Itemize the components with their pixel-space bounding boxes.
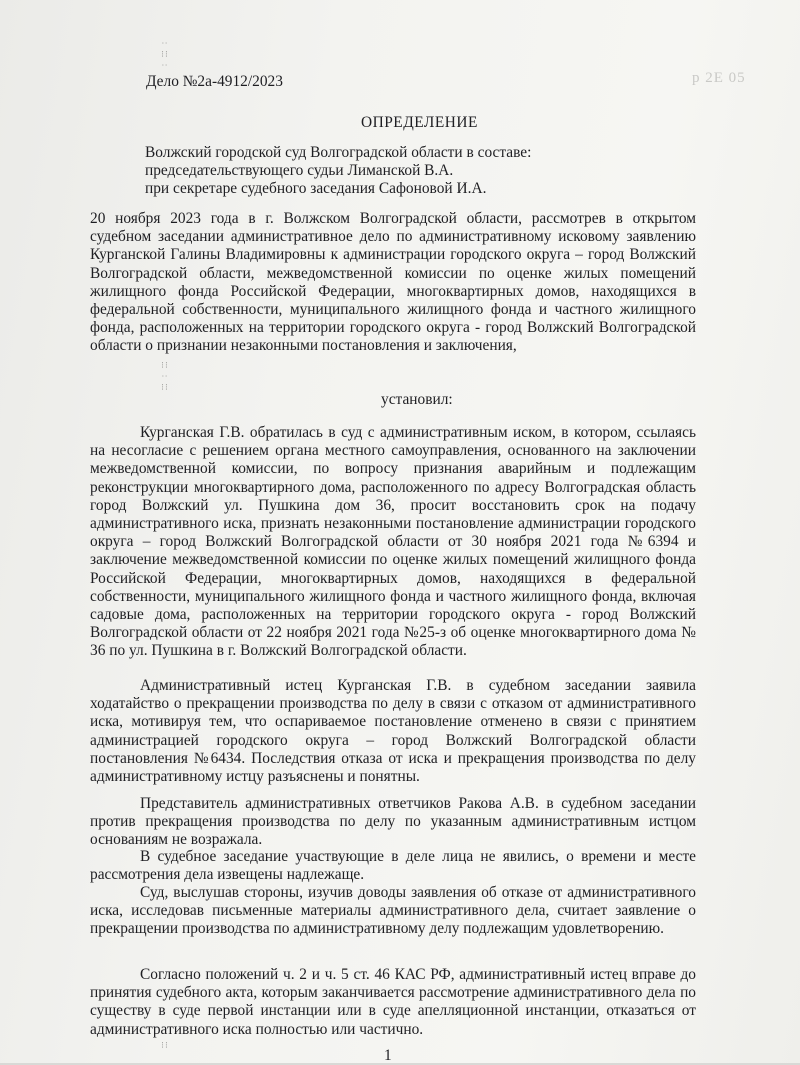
body-paragraph: Суд, выслушав стороны, изучив доводы заявления об отказе от административного иска, исследовав письменные материалы административного дела, считает заявление о прекращении производства по административному делу подлежащим удовлетворению.	[90, 884, 696, 938]
faded-edge-stamp: р 2Е 05	[692, 70, 746, 86]
body-paragraph: Представитель административных ответчиков Ракова А.В. в судебном заседании против прекращения производства по делу по указанным административным истцом основаниям не возражала.	[90, 795, 696, 849]
body-paragraph: Административный истец Курганская Г.В. в судебном заседании заявила ходатайство о прекращении производства по делу в связи с отказом от административного иска, мотивируя тем, что оспариваемое постановление отменено в связи с принятием администрацией городского округа – город Волжский Волгоградской области постановления №6434. Последствия отказа от иска и прекращения производства по делу административному истцу разъяснены и понятны.	[90, 677, 696, 786]
body-paragraph: Согласно положений ч. 2 и ч. 5 ст. 46 КАС РФ, административный истец вправе до принятия судебного акта, которым заканчивается рассмотрение административного дела по существу в суде первой инстанции или в суде апелляционной инстанции, отказаться от административного иска полностью или частично.	[90, 966, 696, 1038]
court-composition-line: Волжский городской суд Волгоградской области в составе:	[145, 144, 532, 161]
court-composition-line: при секретаре судебного заседания Сафоновой И.А.	[145, 180, 487, 197]
document-title: ОПРЕДЕЛЕНИЕ	[361, 114, 478, 131]
case-number: Дело №2а-4912/2023	[146, 73, 283, 90]
binding-holes-top: ∙∙ ⁝⁝ ∙∙	[161, 38, 169, 70]
body-paragraph: В судебное заседание участвующие в деле лица не явились, о времени и месте рассмотрения дела извещены надлежаще.	[90, 848, 696, 884]
section-heading-ustanovil: установил:	[381, 391, 453, 408]
body-paragraph: Курганская Г.В. обратилась в суд с административным иском, в котором, ссылаясь на несогласие с решением органа местного самоуправления, основанного на заключении межведомственной комиссии, по вопросу признания аварийным и подлежащим реконструкции многоквартирного дома, расположенного по адресу Волгоградская область город Волжский ул. Пушкина дом 36, просит восстановить срок на подачу административного иска, признать незаконными постановление администрации городского округа – город Волжский Волгоградской области от 30 ноября 2021 года №6394 и заключение межведомственной комиссии по оценке жилых помещений жилищного фонда Российской Федерации, многоквартирных домов, находящихся в федеральной собственности, муниципального жилищного фонда и частного жилищного фонда, включая садовые дома, расположенных на территории городского округа - город Волжский Волгоградской области от 22 ноября 2021 года №25-з об оценке многоквартирного дома № 36 по ул. Пушкина в г. Волжский Волгоградской области.	[90, 424, 696, 660]
binding-holes-bottom: ⁝⁝	[161, 1040, 169, 1050]
page-number: 1	[384, 1047, 392, 1064]
court-composition-line: председательствующего судьи Лиманской В.А.	[145, 162, 454, 179]
intro-paragraph: 20 ноября 2023 года в г. Волжском Волгоградской области, рассмотрев в открытом судебном заседании административное дело по административному исковому заявлению Курганской Галины Владимировны к администрации городского округа – город Волжский Волгоградской области, межведомственной комиссии по оценке жилых помещений жилищного фонда Российской Федерации, многоквартирных домов, находящихся в федеральной собственности, муниципального жилищного фонда и частного жилищного фонда, расположенных на территории городского округа - город Волжский Волгоградской области о признании незаконными постановления и заключения,	[90, 210, 696, 355]
binding-holes-middle: ⁝⁝ ∙∙ ⁝⁝	[161, 360, 169, 392]
